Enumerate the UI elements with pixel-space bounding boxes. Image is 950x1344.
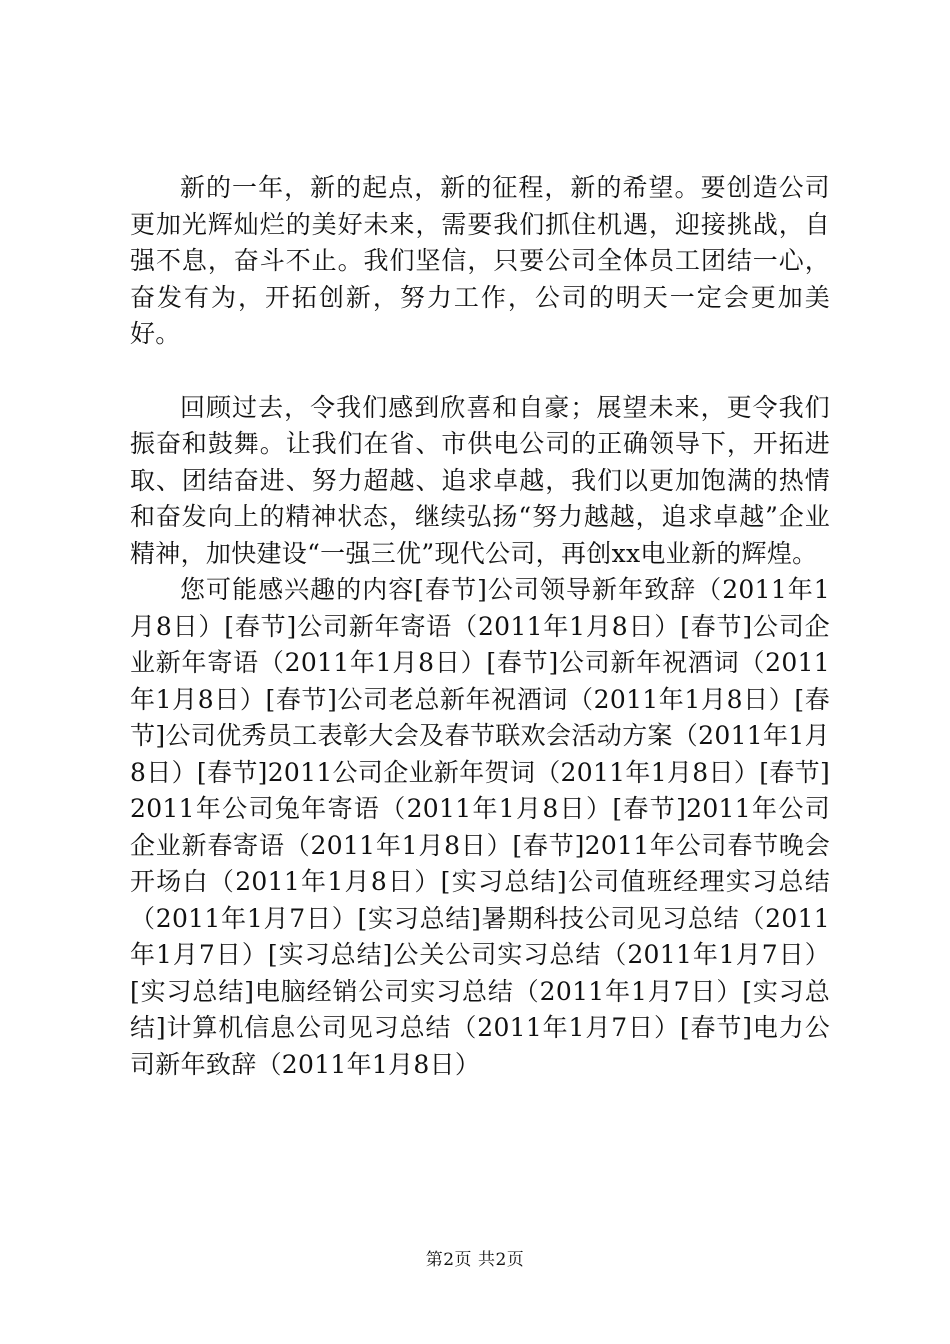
paragraph-review-outlook: 回顾过去，令我们感到欣喜和自豪；展望未来，更令我们振奋和鼓舞。让我们在省、市供电公司的正确领导下，开拓进取、团结奋进、努力超越、追求卓越，我们以更加饱满的热情和奋发向上的精神状态，继续弘扬“努力越越，追求卓越”企业精神，加快建设“一强三优”现代公司，再创xx电业新的辉煌。 — [130, 392, 830, 568]
paragraph-related-content: 您可能感兴趣的内容[春节]公司领导新年致辞（2011年1月8日）[春节]公司新年寄语（2011年1月8日）[春节]公司企业新年寄语（2011年1月8日）[春节]公司新年祝酒词（2011年1月8日）[春节]公司老总新年祝酒词（2011年1月8日）[春节]公司优秀员工表彰大会及春节联欢会活动方案（2011年1月8日）[春节]2011公司企业新年贺词（2011年1月8日）[春节]2011年公司兔年寄语（2011年1月8日）[春节]2011年公司企业新春寄语（2011年1月8日）[春节]2011年公司春节晚会开场白（2011年1月8日）[实习总结]公司值班经理实习总结（2011年1月7日）[实习总结]暑期科技公司见习总结（2011年1月7日）[实习总结]公关公司实习总结（2011年1月7日）[实习总结]电脑经销公司实习总结（2011年1月7日）[实习总结]计算机信息公司见习总结（2011年1月7日）[春节]电力公司新年致辞（2011年1月8日） — [130, 575, 830, 1079]
page-number-footer: 第2页 共2页 — [425, 1250, 525, 1270]
document-body — [130, 170, 830, 1083]
paragraph-new-year: 新的一年，新的起点，新的征程，新的希望。要创造公司更加光辉灿烂的美好未来，需要我们抓住机遇，迎接挑战，自强不息，奋斗不止。我们坚信，只要公司全体员工团结一心，奋发有为，开拓创新，努力工作，公司的明天一定会更加美好。 — [130, 173, 830, 348]
